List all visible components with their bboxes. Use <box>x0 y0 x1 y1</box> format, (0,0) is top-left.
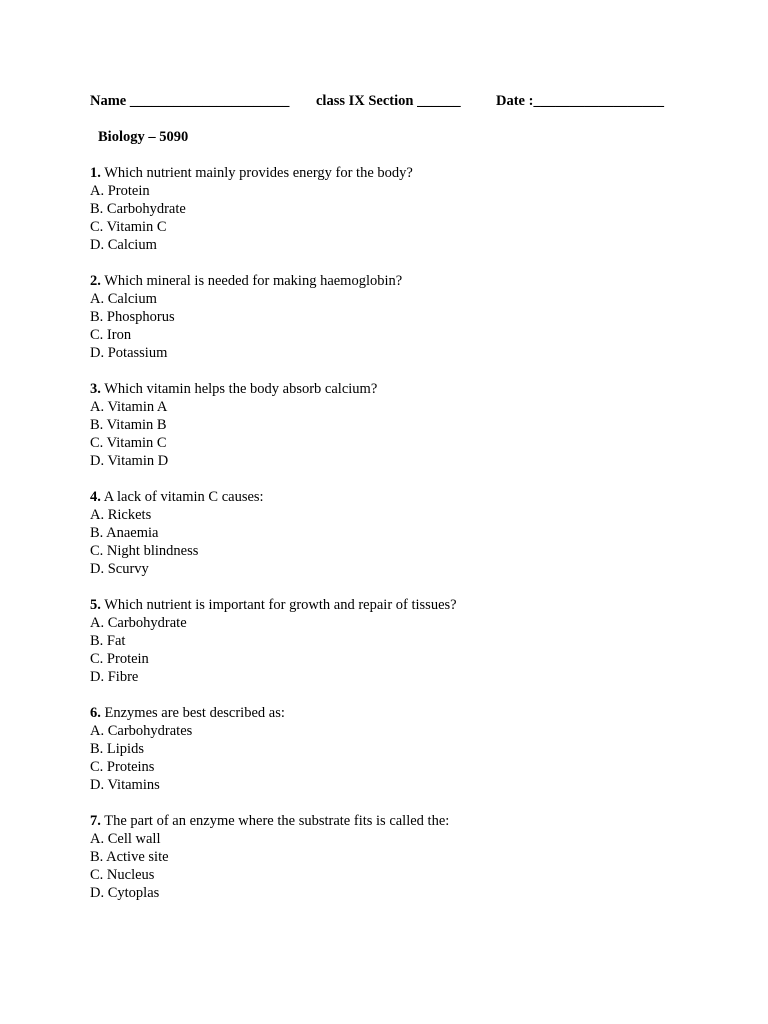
question-number: 1. <box>90 165 101 181</box>
question-stem <box>90 488 710 506</box>
question-6 <box>90 704 710 794</box>
question-5 <box>90 596 710 686</box>
answer-option: D. Calcium <box>90 237 157 253</box>
answer-option: B. Carbohydrate <box>90 201 186 217</box>
question-number: 3. <box>90 381 101 397</box>
question-number: 5. <box>90 597 101 613</box>
question-stem <box>90 380 710 398</box>
question-stem <box>90 164 710 182</box>
answer-option: A. Rickets <box>90 507 152 523</box>
answer-option: A. Cell wall <box>90 831 161 847</box>
name-field: Name ______________________ <box>90 93 290 109</box>
question-stem <box>90 596 710 614</box>
question-list <box>90 164 710 920</box>
answer-option: B. Anaemia <box>90 525 159 541</box>
question-text: Enzymes are best described as: <box>104 705 285 721</box>
question-number: 2. <box>90 273 101 289</box>
question-text: The part of an enzyme where the substrate fits is called the: <box>104 813 450 829</box>
class-section-field: class IX Section ______ <box>316 93 461 109</box>
answer-option: B. Fat <box>90 633 126 649</box>
question-number: 7. <box>90 813 101 829</box>
answer-option: C. Vitamin C <box>90 435 167 451</box>
question-4 <box>90 488 710 578</box>
answer-option: A. Calcium <box>90 291 157 307</box>
answer-option: D. Scurvy <box>90 561 149 577</box>
answer-option: D. Vitamins <box>90 777 160 793</box>
question-number: 4. <box>90 489 101 505</box>
answer-option: A. Carbohydrates <box>90 723 193 739</box>
answer-option: B. Lipids <box>90 741 144 757</box>
question-7 <box>90 812 710 902</box>
question-number: 6. <box>90 705 101 721</box>
answer-option: C. Night blindness <box>90 543 199 559</box>
answer-option: A. Vitamin A <box>90 399 168 415</box>
question-text: Which nutrient is important for growth and repair of tissues? <box>104 597 457 613</box>
answer-option: B. Vitamin B <box>90 417 167 433</box>
question-text: Which nutrient mainly provides energy for the body? <box>104 165 413 181</box>
answer-option: D. Vitamin D <box>90 453 169 469</box>
answer-option: D. Fibre <box>90 669 139 685</box>
question-stem <box>90 704 710 722</box>
subject-title: Biology – 5090 <box>98 129 189 145</box>
answer-option: C. Vitamin C <box>90 219 167 235</box>
answer-option: B. Phosphorus <box>90 309 175 325</box>
answer-option: C. Protein <box>90 651 149 667</box>
answer-option: C. Nucleus <box>90 867 155 883</box>
question-3 <box>90 380 710 470</box>
answer-option: A. Protein <box>90 183 150 199</box>
answer-option: D. Potassium <box>90 345 168 361</box>
question-1 <box>90 164 710 254</box>
date-field: Date :__________________ <box>496 93 664 109</box>
question-text: Which vitamin helps the body absorb calcium? <box>104 381 378 397</box>
question-stem <box>90 812 710 830</box>
answer-option: D. Cytoplas <box>90 885 160 901</box>
answer-option: A. Carbohydrate <box>90 615 187 631</box>
answer-option: C. Proteins <box>90 759 155 775</box>
question-2 <box>90 272 710 362</box>
question-stem <box>90 272 710 290</box>
answer-option: B. Active site <box>90 849 169 865</box>
question-text: Which mineral is needed for making haemoglobin? <box>104 273 403 289</box>
answer-option: C. Iron <box>90 327 132 343</box>
question-text: A lack of vitamin C causes: <box>103 489 264 505</box>
